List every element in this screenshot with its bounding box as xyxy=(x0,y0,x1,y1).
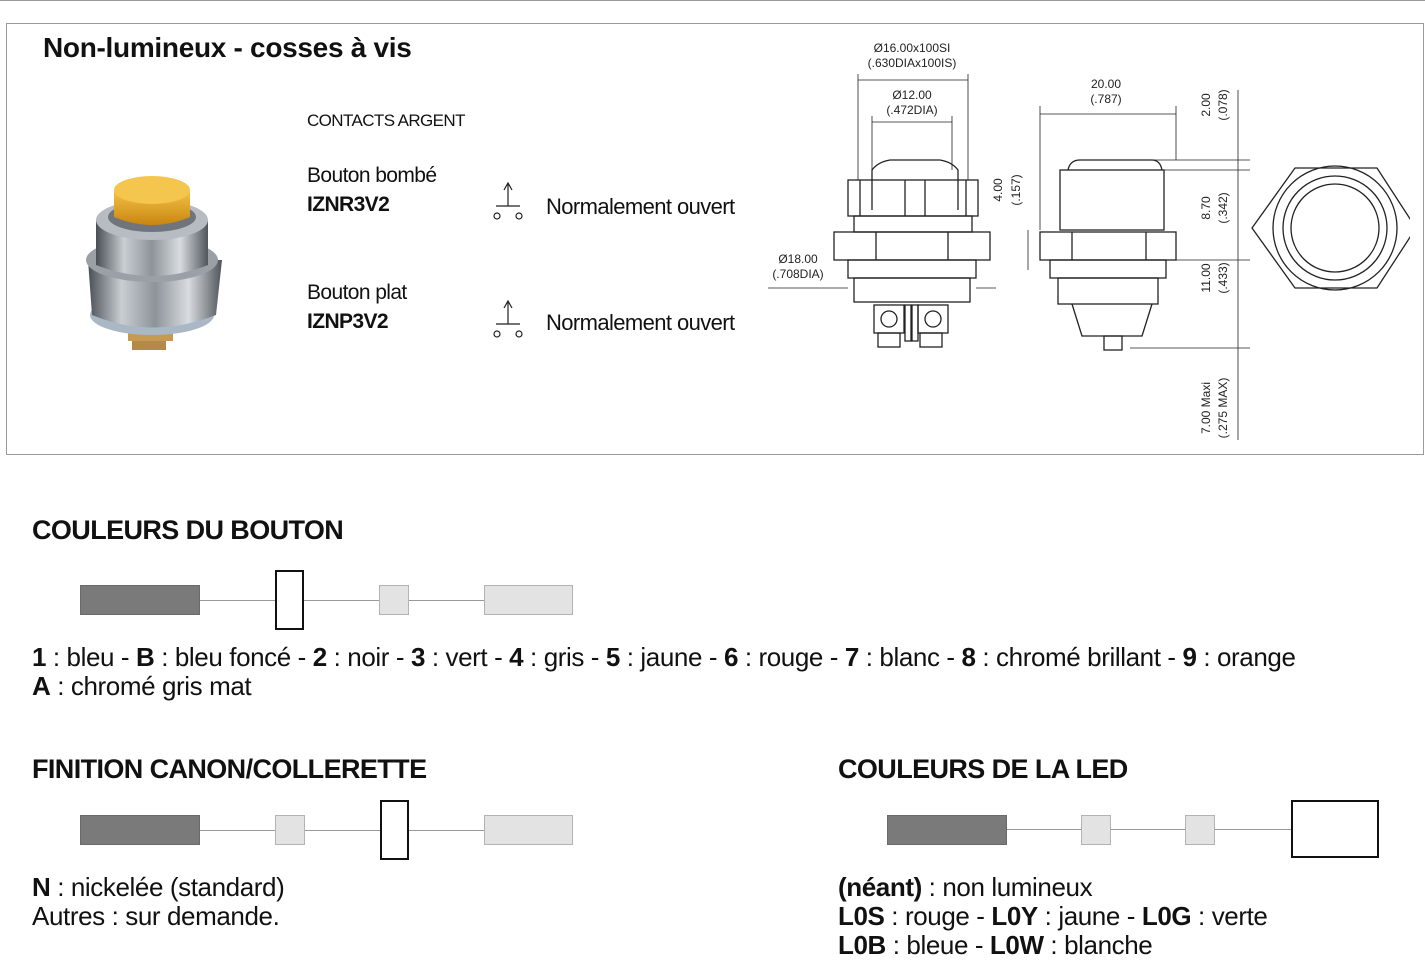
code-slot xyxy=(1081,815,1111,845)
legend-line xyxy=(32,672,1296,701)
legend-code: 7 xyxy=(844,642,859,672)
legend-text: : blanche xyxy=(1043,930,1153,960)
panel-title: Non-lumineux - cosses à vis xyxy=(43,32,412,63)
variant-code: IZNP3V2 xyxy=(307,310,388,333)
button-colors-legend xyxy=(32,643,1296,701)
legend-text: : vert - xyxy=(425,642,510,672)
legend-code: 5 xyxy=(605,642,620,672)
legend-code: N xyxy=(32,872,51,902)
code-slot-selected xyxy=(380,800,409,860)
legend-line xyxy=(32,873,284,902)
product-photo-icon xyxy=(70,165,240,370)
legend-text: : rouge - xyxy=(738,642,845,672)
code-bar xyxy=(80,815,200,845)
section-title-led-colors: COULEURS DE LA LED xyxy=(838,754,1128,784)
code-slot-selected xyxy=(1291,800,1379,858)
legend-line xyxy=(838,902,1268,931)
legend-text: : non lumineux xyxy=(921,872,1093,902)
legend-code: 2 xyxy=(312,642,327,672)
legend-code: 9 xyxy=(1182,642,1197,672)
legend-line xyxy=(838,931,1268,960)
variant-name: Bouton plat xyxy=(307,281,407,304)
legend-text: : nickelée (standard) xyxy=(50,872,285,902)
dim-20-in: (.787) xyxy=(1090,92,1122,106)
dim-870-in: (.342) xyxy=(1216,192,1230,224)
legend-line xyxy=(32,902,284,931)
code-diagram-finish xyxy=(80,815,573,845)
normally-open-switch-icon xyxy=(490,180,526,224)
legend-text: : chromé brillant - xyxy=(975,642,1183,672)
legend-code: (néant) xyxy=(838,872,922,902)
legend-text: : verte xyxy=(1191,901,1268,931)
code-slot xyxy=(275,815,305,845)
finish-legend xyxy=(32,873,284,931)
legend-text: : noir - xyxy=(326,642,411,672)
dim-11-in: (.433) xyxy=(1216,262,1230,294)
dim-d18: Ø18.00 xyxy=(778,252,818,266)
contact-type: Normalement ouvert xyxy=(546,310,735,335)
variant-code: IZNR3V2 xyxy=(307,193,390,216)
dim-20: 20.00 xyxy=(1090,77,1122,91)
contact-type: Normalement ouvert xyxy=(546,194,735,219)
legend-line xyxy=(838,873,1268,902)
code-slot xyxy=(1185,815,1215,845)
code-diagram-button-colors xyxy=(80,585,573,615)
code-diagram-led-colors xyxy=(887,800,1379,858)
legend-text: Autres : sur demande. xyxy=(32,901,280,931)
code-slot xyxy=(484,815,573,845)
dim-2-in: (.078) xyxy=(1216,89,1230,121)
technical-drawing xyxy=(760,30,1410,450)
legend-code: L0W xyxy=(989,930,1044,960)
legend-text: : blanc - xyxy=(858,642,962,672)
legend-text: : gris - xyxy=(523,642,606,672)
legend-code: L0Y xyxy=(991,901,1038,931)
variant-name: Bouton bombé xyxy=(307,164,437,187)
code-slot xyxy=(484,585,573,615)
dim-d18-in: (.708DIA) xyxy=(772,267,824,281)
legend-text: : orange xyxy=(1196,642,1296,672)
legend-code: 1 xyxy=(32,642,47,672)
code-slot xyxy=(379,585,409,615)
dim-7: 7.00 Maxi xyxy=(1199,381,1213,435)
dim-4: 4.00 xyxy=(991,178,1005,202)
dim-4-in: (.157) xyxy=(1009,174,1023,206)
legend-text: : jaune - xyxy=(619,642,724,672)
legend-code: 6 xyxy=(723,642,739,672)
legend-line xyxy=(32,643,1296,672)
legend-code: 4 xyxy=(509,642,524,672)
legend-code: 8 xyxy=(961,642,976,672)
legend-text: : bleu foncé - xyxy=(154,642,313,672)
led-colors-legend xyxy=(838,873,1268,960)
legend-code: L0S xyxy=(838,901,885,931)
dim-d12-in: (.472DIA) xyxy=(886,103,938,117)
normally-open-switch-icon xyxy=(490,298,526,342)
legend-code: L0G xyxy=(1141,901,1192,931)
section-title-finish: FINITION CANON/COLLERETTE xyxy=(32,754,427,784)
dim-d16: Ø16.00x100SI xyxy=(873,41,951,55)
legend-text: : rouge - xyxy=(884,901,992,931)
legend-code: B xyxy=(136,642,155,672)
dim-2: 2.00 xyxy=(1199,93,1213,117)
legend-code: 3 xyxy=(410,642,426,672)
dim-870: 8.70 xyxy=(1199,196,1213,220)
top-rule xyxy=(0,0,1425,1)
code-bar xyxy=(887,815,1007,845)
code-bar xyxy=(80,585,200,615)
legend-text: : bleue - xyxy=(885,930,990,960)
dim-d16-in: (.630DIAx100IS) xyxy=(867,56,957,70)
legend-text: : jaune - xyxy=(1037,901,1142,931)
legend-text: : bleu - xyxy=(46,642,136,672)
section-title-button-colors: COULEURS DU BOUTON xyxy=(32,515,344,545)
dim-d12: Ø12.00 xyxy=(892,88,932,102)
code-slot-selected xyxy=(275,570,304,630)
dim-11: 11.00 xyxy=(1199,263,1213,293)
legend-code: L0B xyxy=(838,930,886,960)
contacts-label: CONTACTS ARGENT xyxy=(307,111,465,130)
legend-text: : chromé gris mat xyxy=(50,671,252,701)
dim-7-in: (.275 MAX) xyxy=(1216,377,1230,439)
legend-code: A xyxy=(32,671,51,701)
